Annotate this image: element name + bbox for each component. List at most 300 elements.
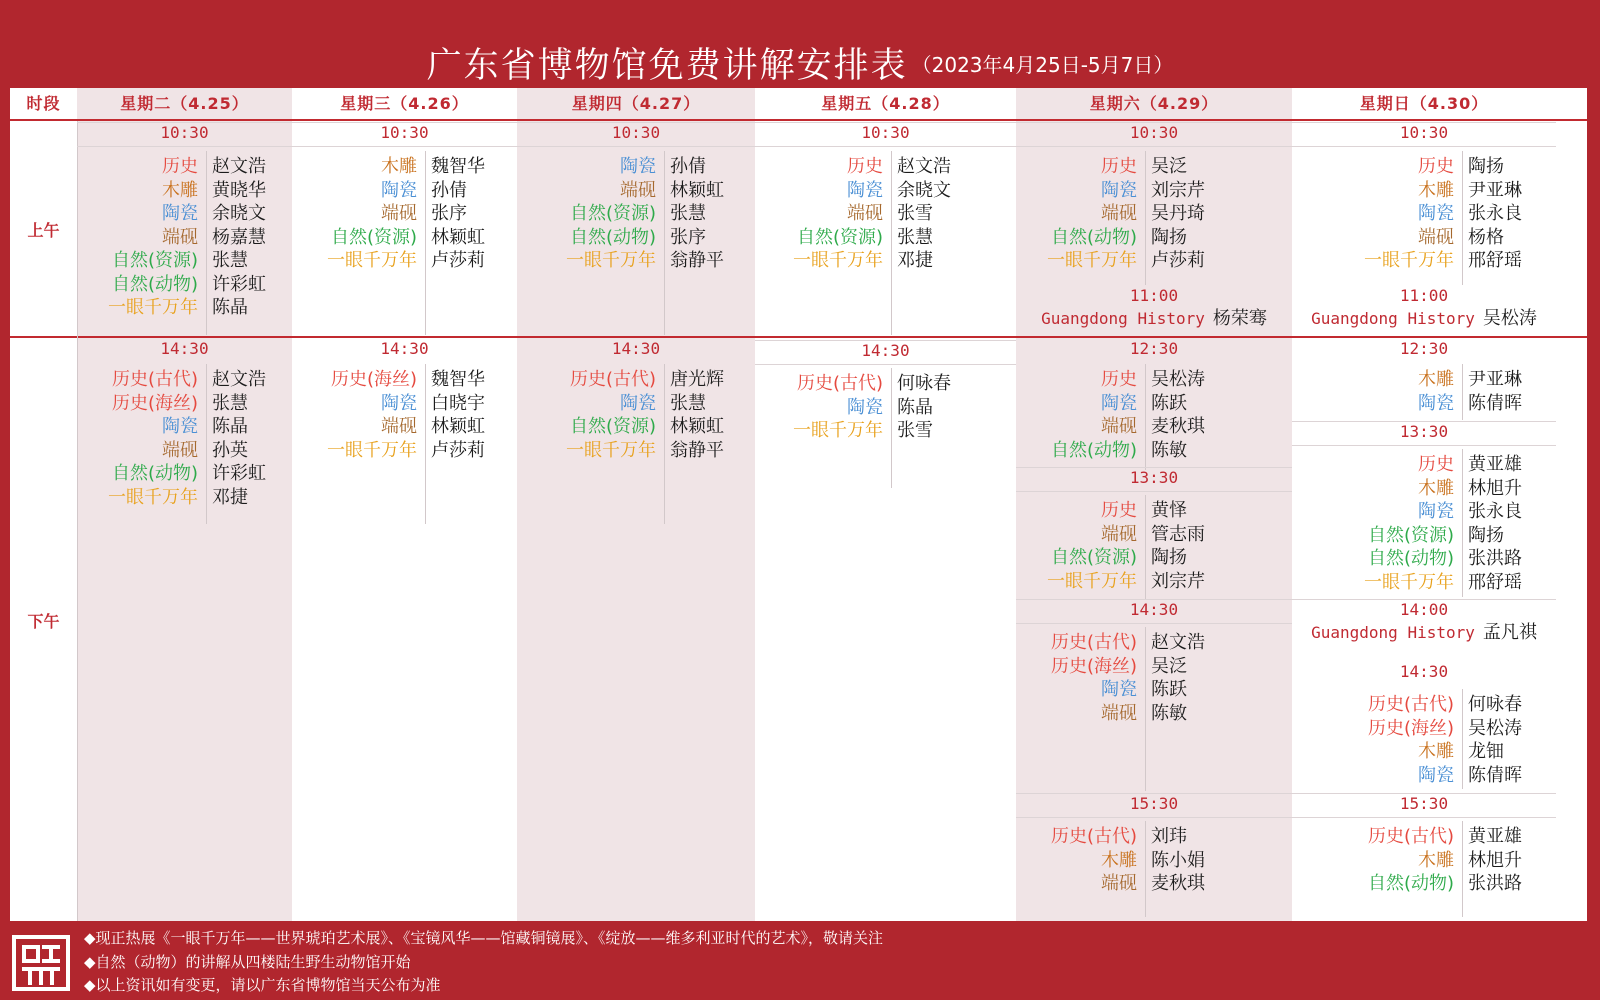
session-divider <box>1292 793 1556 794</box>
tour-topic: 木雕 <box>162 179 198 201</box>
period-afternoon: 下午 <box>27 612 60 631</box>
tour-row <box>292 179 517 203</box>
tour-row <box>1292 477 1556 501</box>
tour-row <box>1016 849 1292 873</box>
tour-row <box>517 249 755 273</box>
title-date-range: （2023年4月25日-5月7日） <box>911 52 1174 77</box>
tour-row <box>292 415 517 439</box>
tour-guide: 林颖虹 <box>431 226 485 248</box>
header-day-thu: 星期四（4.27） <box>571 94 701 113</box>
tour-guide: 管志雨 <box>1151 523 1205 545</box>
tour-guide: 许彩虹 <box>212 463 266 484</box>
tour-row <box>1016 202 1292 226</box>
tour-topic: 木雕 <box>1418 741 1454 762</box>
tour-guide: 林颖虹 <box>670 179 724 201</box>
tour-row <box>1292 202 1556 226</box>
tour-guide: 吴松涛 <box>1468 717 1522 739</box>
session-divider <box>1292 146 1556 147</box>
tour-row <box>77 296 292 320</box>
tour-guide: 张洪路 <box>1468 548 1522 569</box>
tour-guide: 林颖虹 <box>431 416 485 437</box>
tour-topic: 陶瓷 <box>1418 764 1454 786</box>
tour-guide: 陶扬 <box>1468 156 1504 177</box>
tour-topic: 历史(古代) <box>1050 826 1137 847</box>
tour-guide: 吴松涛 <box>1151 369 1205 390</box>
tour-guide: 陈晶 <box>897 396 933 418</box>
tour-guide: 张洪路 <box>1468 873 1522 894</box>
tour-row <box>517 439 755 463</box>
tour-topic: 历史(古代) <box>796 373 883 394</box>
tour-topic: 历史 <box>1101 500 1137 521</box>
tour-guide: 杨嘉慧 <box>212 226 266 248</box>
tour-guide: 杨格 <box>1468 226 1504 248</box>
tour-guide: 邢舒瑶 <box>1468 571 1522 593</box>
tour-guide: 张序 <box>431 203 467 224</box>
session-divider <box>1016 623 1292 624</box>
tour-topic: 自然(动物) <box>1050 226 1137 248</box>
tour-topic: 自然(资源) <box>111 250 198 271</box>
tour-guide: 陈敏 <box>1151 702 1187 724</box>
footer-note: ◆以上资讯如有变更，请以广东省博物馆当天公布为准 <box>84 976 441 994</box>
english-tour-guide: 孟凡祺 <box>1482 622 1537 643</box>
tour-row <box>1292 717 1556 741</box>
session-time: 14:30 <box>1129 600 1179 619</box>
tour-row <box>517 392 755 416</box>
tour-guide: 刘玮 <box>1151 826 1187 847</box>
tour-guide: 陈小娟 <box>1151 849 1205 871</box>
tour-guide: 孙倩 <box>431 179 467 201</box>
tour-topic: 历史(古代) <box>1050 632 1137 653</box>
tour-guide: 陈跃 <box>1151 679 1187 700</box>
tour-guide: 张慧 <box>670 203 706 224</box>
footer-note: ◆自然（动物）的讲解从四楼陆生野生动物馆开始 <box>84 952 411 971</box>
tour-row <box>77 415 292 439</box>
tour-guide: 余晓文 <box>212 203 266 224</box>
page-title <box>0 38 1600 88</box>
tour-topic: 自然(资源) <box>1367 524 1454 546</box>
tour-guide: 龙钿 <box>1468 741 1504 762</box>
tour-row <box>77 439 292 463</box>
tour-topic: 木雕 <box>1418 849 1454 871</box>
session-time: 14:30 <box>861 341 910 360</box>
period-morning: 上午 <box>27 221 60 240</box>
tour-row <box>292 392 517 416</box>
session-divider <box>1016 122 1292 123</box>
tour-guide: 赵文浩 <box>212 369 266 390</box>
tour-topic: 端砚 <box>381 203 417 224</box>
tour-row <box>1292 500 1556 524</box>
tour-row <box>1292 155 1556 179</box>
english-tour-guide: 吴松涛 <box>1482 308 1537 329</box>
tour-topic: 历史(海丝) <box>111 392 198 414</box>
tour-topic: 木雕 <box>1418 369 1454 390</box>
title-main: 广东省博物馆免费讲解安排表 <box>426 46 908 86</box>
tour-topic: 一眼千万年 <box>793 420 883 441</box>
tour-row <box>517 155 755 179</box>
tour-row <box>755 155 1016 179</box>
tour-row <box>292 226 517 250</box>
tour-topic: 陶瓷 <box>162 416 198 437</box>
tour-topic: 端砚 <box>1418 226 1454 248</box>
tour-row <box>77 486 292 510</box>
tour-row <box>77 392 292 416</box>
tour-row <box>1016 546 1292 570</box>
tour-topic: 历史(海丝) <box>1050 655 1137 677</box>
tour-row <box>77 202 292 226</box>
tour-guide: 白晓宇 <box>431 392 485 414</box>
session-divider <box>755 122 1016 123</box>
tour-row <box>1016 249 1292 273</box>
tour-row <box>755 419 1016 443</box>
tour-guide: 魏智华 <box>431 156 485 177</box>
tour-topic: 陶瓷 <box>381 179 417 201</box>
tour-topic: 历史(古代) <box>569 369 656 390</box>
tour-row <box>77 273 292 297</box>
session-time: 10:30 <box>380 123 429 142</box>
header-day-fri: 星期五（4.28） <box>821 94 950 113</box>
tour-row <box>517 226 755 250</box>
session-divider <box>755 340 1016 341</box>
tour-row <box>755 226 1016 250</box>
tour-row <box>1016 872 1292 896</box>
tour-row <box>755 179 1016 203</box>
tour-row <box>1292 226 1556 250</box>
tour-topic: 自然(资源) <box>330 226 417 248</box>
tour-row <box>755 249 1016 273</box>
tour-guide: 邓捷 <box>897 250 933 271</box>
session-time: 14:30 <box>380 339 429 358</box>
schedule-table <box>10 88 1587 921</box>
session-divider <box>292 122 517 123</box>
tour-guide: 黄怿 <box>1151 500 1187 521</box>
tour-topic: 一眼千万年 <box>793 250 883 271</box>
tour-guide: 陈晶 <box>212 416 248 437</box>
session-time: 10:30 <box>1129 123 1179 142</box>
session-divider <box>1292 599 1556 600</box>
tour-topic: 陶瓷 <box>1418 392 1454 414</box>
tour-topic: 陶瓷 <box>847 179 883 201</box>
tour-guide: 吴泛 <box>1151 156 1187 177</box>
tour-row <box>1292 872 1556 896</box>
tour-row <box>1016 631 1292 655</box>
tour-topic: 自然(资源) <box>569 416 656 437</box>
tour-topic: 一眼千万年 <box>327 439 417 461</box>
tour-guide: 张慧 <box>212 392 248 414</box>
header-day-tue: 星期二（4.25） <box>120 94 249 113</box>
tour-guide: 麦秋琪 <box>1151 416 1205 437</box>
tour-topic: 历史 <box>1418 454 1454 475</box>
session-divider <box>755 146 1016 147</box>
session-time: 10:30 <box>611 123 661 142</box>
tour-guide: 陈跃 <box>1151 392 1187 414</box>
tour-guide: 尹亚琳 <box>1468 179 1522 201</box>
tour-topic: 一眼千万年 <box>327 250 417 271</box>
tour-row <box>1016 523 1292 547</box>
tour-topic: 自然(资源) <box>569 203 656 224</box>
session-time: 14:00 <box>1399 600 1449 619</box>
tour-topic: 陶瓷 <box>620 156 656 177</box>
session-time: 13:30 <box>1129 468 1179 487</box>
tour-row <box>1016 415 1292 439</box>
tour-row <box>292 202 517 226</box>
session-time: 10:30 <box>861 123 910 142</box>
tour-guide: 吴丹琦 <box>1151 203 1205 224</box>
tour-topic: 一眼千万年 <box>1047 250 1137 271</box>
session-divider <box>1292 817 1556 818</box>
footer-note: ◆现正热展《一眼千万年——世界琥珀艺术展》、《宝镜风华——馆藏铜镜展》、《绽放——维多利亚时代的艺术》，敬请关注 <box>84 929 884 947</box>
session-divider <box>1016 467 1292 468</box>
tour-topic: 一眼千万年 <box>108 297 198 318</box>
session-time: 14:30 <box>160 339 209 358</box>
tour-topic: 历史 <box>1101 369 1137 390</box>
tour-guide: 孙英 <box>212 439 248 461</box>
tour-row <box>77 249 292 273</box>
tour-topic: 历史 <box>162 156 198 177</box>
english-tour <box>1292 307 1556 331</box>
session-time: 11:00 <box>1399 286 1449 305</box>
tour-topic: 端砚 <box>1101 702 1137 724</box>
tour-guide: 吴泛 <box>1151 655 1187 677</box>
session-time: 10:30 <box>160 123 209 142</box>
session-divider <box>1292 421 1556 422</box>
tour-topic: 自然(动物) <box>111 463 198 484</box>
tour-row <box>755 372 1016 396</box>
tour-topic: 陶瓷 <box>620 392 656 414</box>
tour-guide: 陶扬 <box>1151 226 1187 248</box>
tour-topic: 自然(资源) <box>1050 547 1137 568</box>
tour-guide: 邢舒瑶 <box>1468 250 1522 271</box>
tour-guide: 翁静平 <box>670 250 724 271</box>
session-time: 14:30 <box>611 339 661 358</box>
tour-topic: 端砚 <box>847 203 883 224</box>
tour-row <box>1016 179 1292 203</box>
tour-guide: 张永良 <box>1468 501 1522 522</box>
tour-row <box>1016 702 1292 726</box>
tour-guide: 何咏春 <box>897 373 951 394</box>
tour-guide: 邓捷 <box>212 486 248 508</box>
tour-row <box>1016 368 1292 392</box>
tour-guide: 黄亚雄 <box>1468 826 1522 847</box>
tour-row <box>1292 849 1556 873</box>
tour-row <box>517 415 755 439</box>
session-divider <box>1292 445 1556 446</box>
footer-notes <box>84 927 883 998</box>
tour-guide: 张慧 <box>670 392 706 414</box>
session-divider <box>1016 793 1292 794</box>
tour-row <box>292 249 517 273</box>
tour-row <box>1016 655 1292 679</box>
tour-topic: 一眼千万年 <box>566 250 656 271</box>
tour-guide: 林旭升 <box>1468 849 1522 871</box>
tour-topic: 端砚 <box>1101 523 1137 545</box>
tour-row <box>1292 693 1556 717</box>
tour-topic: 陶瓷 <box>162 203 198 224</box>
tour-guide: 陈敏 <box>1151 439 1187 461</box>
header-day-sat: 星期六（4.29） <box>1089 94 1219 113</box>
tour-row <box>1292 571 1556 595</box>
tour-guide: 张永良 <box>1468 203 1522 224</box>
english-tour-title: Guangdong History <box>1311 623 1475 642</box>
tour-row <box>292 368 517 392</box>
tour-topic: 一眼千万年 <box>1364 571 1454 593</box>
tour-topic: 历史(古代) <box>1367 826 1454 847</box>
tour-row <box>1016 499 1292 523</box>
tour-topic: 历史(海丝) <box>330 369 417 390</box>
tour-guide: 张慧 <box>212 250 248 271</box>
tour-row <box>1292 179 1556 203</box>
tour-guide: 林颖虹 <box>670 416 724 437</box>
session-divider <box>1016 491 1292 492</box>
tour-row <box>292 439 517 463</box>
session-divider <box>517 122 755 123</box>
english-tour <box>1292 621 1556 645</box>
tour-topic: 历史 <box>1101 156 1137 177</box>
tour-guide: 赵文浩 <box>212 156 266 177</box>
session-divider <box>1016 817 1292 818</box>
tour-guide: 余晓文 <box>897 179 951 201</box>
tour-topic: 一眼千万年 <box>1047 570 1137 592</box>
tour-guide: 魏智华 <box>431 369 485 390</box>
tour-guide: 陶扬 <box>1468 524 1504 546</box>
tour-topic: 木雕 <box>1418 477 1454 499</box>
tour-row <box>1292 453 1556 477</box>
tour-row <box>1016 155 1292 179</box>
tour-guide: 陈晶 <box>212 297 248 318</box>
session-divider <box>1292 122 1556 123</box>
header-day-wed: 星期三（4.26） <box>340 94 469 113</box>
tour-topic: 端砚 <box>381 416 417 437</box>
header-day-sun: 星期日（4.30） <box>1359 94 1489 113</box>
tour-guide: 张慧 <box>897 226 933 248</box>
tour-topic: 端砚 <box>162 439 198 461</box>
tour-row <box>1292 740 1556 764</box>
tour-row <box>1292 392 1556 416</box>
tour-guide: 黄亚雄 <box>1468 454 1522 475</box>
tour-guide: 赵文浩 <box>1151 632 1205 653</box>
tour-guide: 陈倩晖 <box>1468 764 1522 786</box>
tour-row <box>1292 764 1556 788</box>
tour-guide: 黄晓华 <box>212 179 266 201</box>
english-tour <box>1016 307 1292 331</box>
tour-row <box>1292 524 1556 548</box>
session-divider <box>292 146 517 147</box>
tour-guide: 卢莎莉 <box>431 250 485 271</box>
tour-row <box>755 202 1016 226</box>
session-divider <box>1016 146 1292 147</box>
tour-topic: 一眼千万年 <box>566 439 656 461</box>
tour-topic: 端砚 <box>162 226 198 248</box>
tour-topic: 端砚 <box>620 179 656 201</box>
tour-topic: 自然(动物) <box>111 273 198 295</box>
session-time: 12:30 <box>1129 339 1179 358</box>
tour-row <box>1292 368 1556 392</box>
tour-guide: 刘宗芹 <box>1151 179 1205 201</box>
tour-row <box>1016 825 1292 849</box>
tour-row <box>1292 547 1556 571</box>
tour-guide: 张雪 <box>897 203 933 224</box>
tour-guide: 孙倩 <box>670 156 706 177</box>
tour-topic: 历史(海丝) <box>1367 717 1454 739</box>
tour-topic: 陶瓷 <box>381 392 417 414</box>
tour-row <box>1016 226 1292 250</box>
tour-guide: 陶扬 <box>1151 547 1187 568</box>
tour-row <box>77 226 292 250</box>
session-divider <box>77 122 292 123</box>
tour-row <box>77 368 292 392</box>
tour-guide: 卢莎莉 <box>431 439 485 461</box>
session-divider <box>755 364 1016 365</box>
tour-row <box>77 155 292 179</box>
tour-guide: 陈倩晖 <box>1468 392 1522 414</box>
tour-topic: 陶瓷 <box>1418 501 1454 522</box>
session-divider <box>517 146 755 147</box>
tour-topic: 陶瓷 <box>1101 679 1137 700</box>
tour-guide: 麦秋琪 <box>1151 873 1205 894</box>
tour-guide: 何咏春 <box>1468 694 1522 715</box>
tour-row <box>517 202 755 226</box>
tour-row <box>1016 439 1292 463</box>
english-tour-title: Guangdong History <box>1311 309 1475 328</box>
tour-topic: 一眼千万年 <box>1364 250 1454 271</box>
tour-row <box>1016 570 1292 594</box>
tour-guide: 赵文浩 <box>897 156 951 177</box>
tour-guide: 许彩虹 <box>212 273 266 295</box>
session-divider <box>1016 599 1292 600</box>
tour-topic: 陶瓷 <box>847 396 883 418</box>
tour-row <box>517 368 755 392</box>
tour-topic: 自然(动物) <box>1367 873 1454 894</box>
tour-topic: 历史 <box>847 156 883 177</box>
session-time: 14:30 <box>1399 662 1449 681</box>
tour-topic: 历史(古代) <box>1367 694 1454 715</box>
tour-guide: 张序 <box>670 226 706 248</box>
tour-topic: 端砚 <box>1101 873 1137 894</box>
tour-topic: 陶瓷 <box>1101 179 1137 201</box>
tour-topic: 端砚 <box>1101 203 1137 224</box>
tour-guide: 翁静平 <box>670 439 724 461</box>
session-time: 13:30 <box>1399 422 1449 441</box>
tour-guide: 张雪 <box>897 420 933 441</box>
tour-guide: 唐光辉 <box>670 369 724 390</box>
tour-topic: 自然(动物) <box>1050 439 1137 461</box>
tour-topic: 木雕 <box>381 156 417 177</box>
tour-guide: 尹亚琳 <box>1468 369 1522 390</box>
tour-topic: 一眼千万年 <box>108 486 198 508</box>
tour-row <box>1016 392 1292 416</box>
tour-row <box>1292 825 1556 849</box>
tour-row <box>292 155 517 179</box>
tour-topic: 历史 <box>1418 156 1454 177</box>
museum-seal-logo <box>10 931 72 993</box>
english-tour-title: Guangdong History <box>1041 309 1205 328</box>
tour-row <box>77 179 292 203</box>
session-time: 11:00 <box>1129 286 1179 305</box>
tour-row <box>1016 678 1292 702</box>
tour-row <box>755 396 1016 420</box>
tour-topic: 陶瓷 <box>1418 203 1454 224</box>
tour-row <box>77 462 292 486</box>
english-tour-guide: 杨荣骞 <box>1212 308 1267 329</box>
tour-topic: 陶瓷 <box>1101 392 1137 414</box>
session-time: 15:30 <box>1399 794 1449 813</box>
session-time: 12:30 <box>1399 339 1449 358</box>
tour-guide: 刘宗芹 <box>1151 570 1205 592</box>
session-time: 15:30 <box>1129 794 1179 813</box>
tour-topic: 历史(古代) <box>111 369 198 390</box>
tour-topic: 自然(动物) <box>1367 548 1454 569</box>
tour-topic: 自然(资源) <box>796 226 883 248</box>
tour-topic: 木雕 <box>1418 179 1454 201</box>
